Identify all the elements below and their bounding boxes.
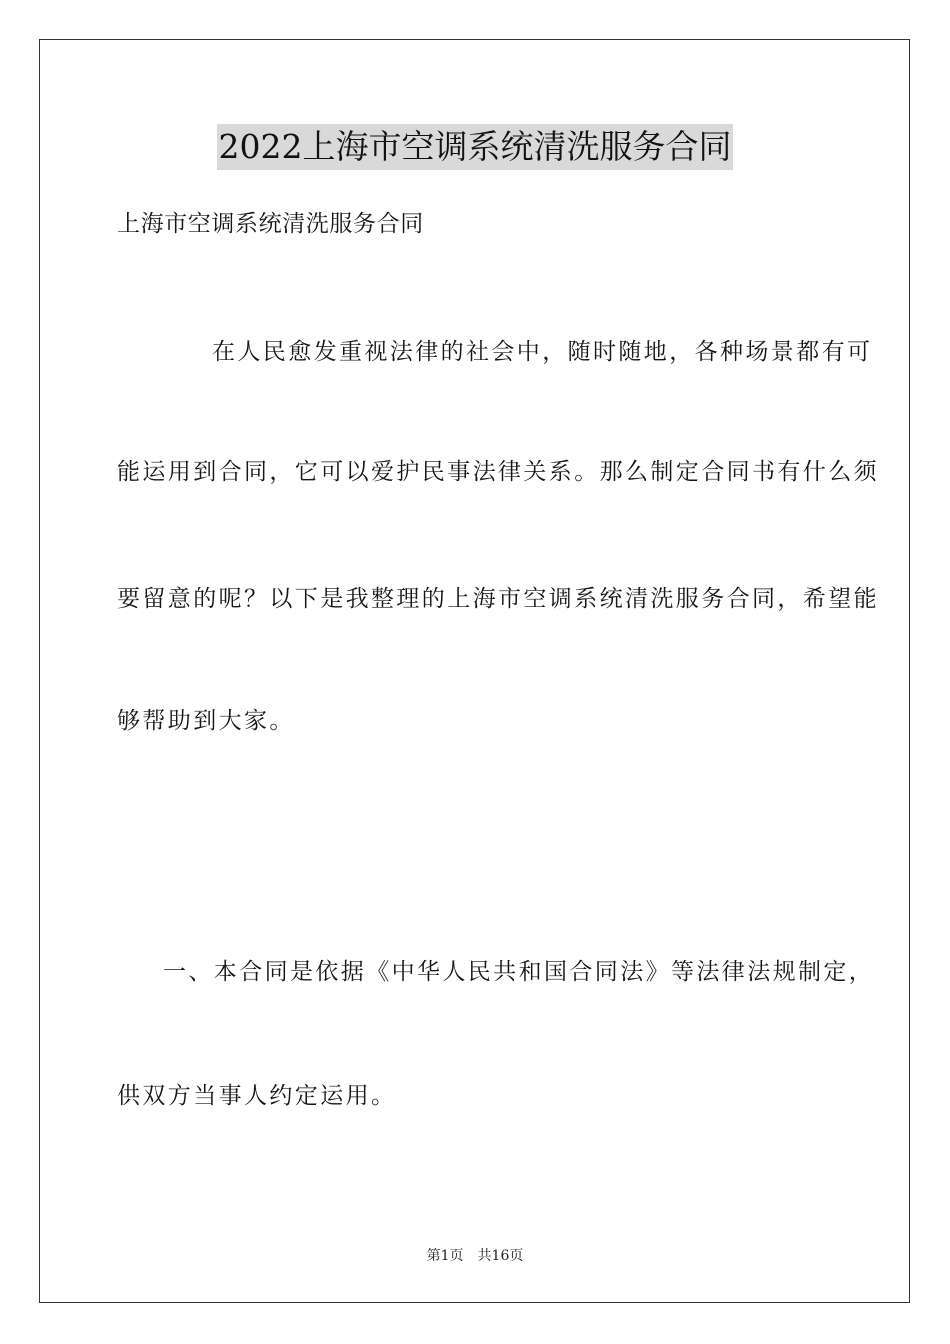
paragraph-2-line-1: 一、本合同是依据《中华人民共和国合同法》等法律法规制定， bbox=[163, 959, 875, 985]
document-title: 2022上海市空调系统清洗服务合同 bbox=[217, 124, 734, 170]
paragraph-1-line-2: 能运用到合同，它可以爱护民事法律关系。那么制定合同书有什么须 bbox=[117, 459, 879, 485]
page-number-footer: 第1页 共16页 bbox=[426, 1248, 524, 1264]
document-subtitle: 上海市空调系统清洗服务合同 bbox=[117, 211, 424, 237]
paragraph-1-line-4: 够帮助到大家。 bbox=[117, 708, 295, 734]
paragraph-2-line-2: 供双方当事人约定运用。 bbox=[117, 1083, 397, 1109]
paragraph-1-line-3: 要留意的呢？以下是我整理的上海市空调系统清洗服务合同，希望能 bbox=[117, 586, 879, 612]
paragraph-1-line-1: 在人民愈发重视法律的社会中，随时随地，各种场景都有可 bbox=[212, 339, 873, 365]
title-container bbox=[0, 124, 950, 170]
